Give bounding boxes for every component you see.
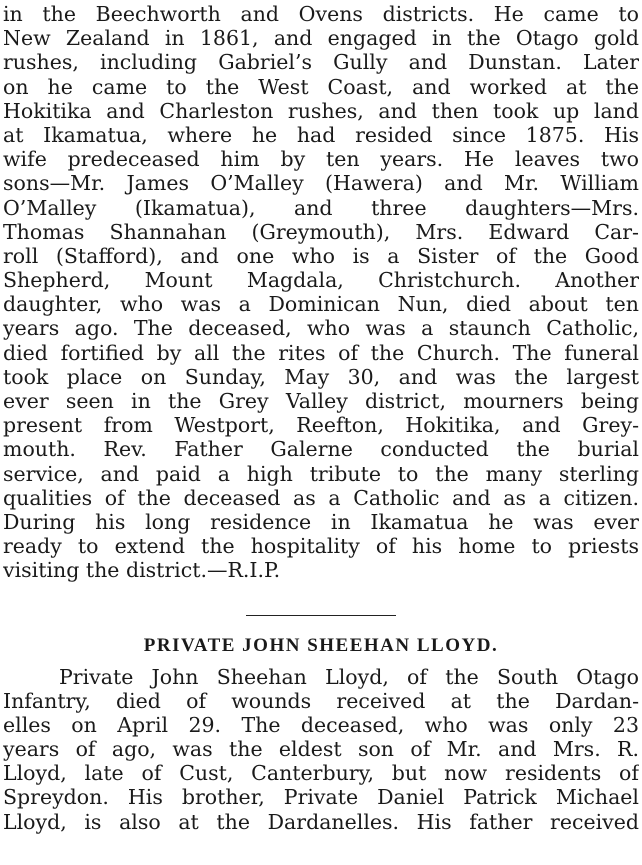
text-line: mouth. Rev. Father Galerne conducted the burial	[3, 437, 639, 462]
text-line: roll (Stafford), and one who is a Sister of the Good	[3, 243, 639, 268]
text-line: Private John Sheehan Lloyd, of the South Otago	[59, 664, 639, 689]
text-line: Lloyd, late of Cust, Canterbury, but now residents of	[3, 761, 639, 786]
text-line: visiting the district.—R.I.P.	[3, 558, 281, 583]
text-line: present from Westport, Reefton, Hokitika, and Grey-	[3, 413, 639, 438]
text-line: Shepherd, Mount Magdala, Christchurch. Another	[3, 268, 639, 293]
text-line: Thomas Shannahan (Greymouth), Mrs. Edward Car-	[3, 219, 639, 244]
text-line: O’Malley (Ikamatua), and three daughters—Mrs.	[3, 195, 639, 220]
article-paragraph	[3, 665, 639, 834]
text-line: daughter, who was a Dominican Nun, died about ten	[3, 292, 639, 317]
text-line: service, and paid a high tribute to the many sterling	[3, 461, 639, 486]
newspaper-column	[3, 2, 639, 834]
text-line: Lloyd, is also at the Dardanelles. His father received	[3, 809, 639, 834]
obituary-paragraph	[3, 2, 639, 583]
text-line: Infantry, died of wounds received at the Dardan-	[3, 688, 639, 713]
text-line: took place on Sunday, May 30, and was the largest	[3, 364, 639, 389]
text-line: at Ikamatua, where he had resided since 1875. His	[3, 122, 639, 147]
text-line: rushes, including Gabriel’s Gully and Dunstan. Later	[3, 50, 639, 75]
text-line: wife predeceased him by ten years. He leaves two	[3, 147, 639, 172]
text-line: died fortified by all the rites of the Church. The funeral	[3, 340, 639, 365]
text-line: New Zealand in 1861, and engaged in the Otago gold	[3, 26, 639, 51]
text-line: Spreydon. His brother, Private Daniel Patrick Michael	[3, 785, 639, 810]
text-line: years of ago, was the eldest son of Mr. and Mrs. R.	[3, 737, 639, 762]
text-line: qualities of the deceased as a Catholic and as a citizen.	[3, 485, 639, 510]
text-line: Hokitika and Charleston rushes, and then took up land	[3, 98, 639, 123]
text-line: elles on April 29. The deceased, who was only 23	[3, 712, 639, 737]
text-line: ever seen in the Grey Valley district, mourners being	[3, 389, 639, 413]
text-line: ready to extend the hospitality of his home to priests	[3, 534, 639, 559]
article-heading: PRIVATE JOHN SHEEHAN LLOYD.	[143, 634, 499, 656]
text-line: years ago. The deceased, who was a staunch Catholic,	[3, 316, 639, 341]
section-divider	[246, 615, 396, 616]
text-line: on he came to the West Coast, and worked at the	[3, 74, 639, 99]
text-line: During his long residence in Ikamatua he was ever	[3, 509, 639, 534]
text-line: sons—Mr. James O’Malley (Hawera) and Mr. William	[3, 171, 639, 196]
text-line: in the Beechworth and Ovens districts. He came to	[3, 2, 639, 26]
